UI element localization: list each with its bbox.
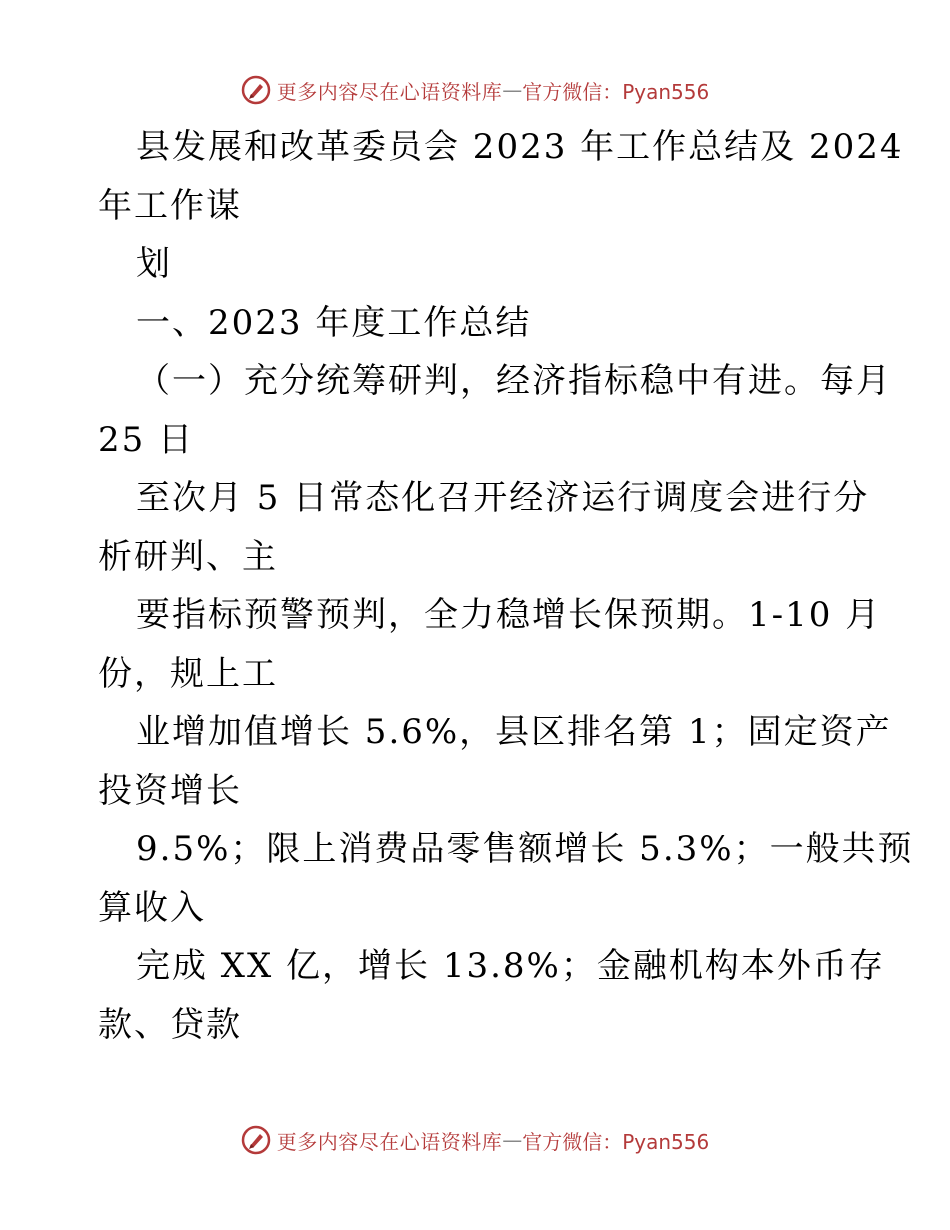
paragraph-line: （一）充分统筹研判，经济指标稳中有进。每月 [136, 361, 892, 401]
paragraph-line: 至次月 5 日常态化召开经济运行调度会进行分 [136, 478, 870, 518]
paragraph-line: 完成 XX 亿，增长 13.8%；金融机构本外币存 [136, 946, 885, 986]
title-line-2: 年工作谋 [98, 185, 242, 226]
title-line-3: 划 [136, 244, 172, 284]
watermark-text: 更多内容尽在心语资料库 [276, 79, 503, 104]
paragraph-line: 份，规上工 [98, 653, 278, 694]
paragraph-line: 9.5%；限上消费品零售额增长 5.3%；一般共预 [136, 829, 914, 869]
pen-logo-icon [241, 1125, 271, 1155]
pen-logo-icon [241, 75, 271, 105]
watermark-contact: 官方微信：Pyan556 [522, 79, 710, 104]
title-line-1: 县发展和改革委员会 2023 年工作总结及 2024 [136, 127, 904, 167]
watermark-dash: — [502, 78, 523, 102]
paragraph-line: 投资增长 [98, 770, 242, 811]
paragraph-line: 析研判、主 [98, 536, 278, 577]
header-watermark [0, 70, 950, 110]
paragraph-line: 25 日 [98, 419, 195, 460]
watermark-contact: 官方微信：Pyan556 [522, 1129, 710, 1154]
watermark-dash: — [502, 1128, 523, 1152]
watermark-text: 更多内容尽在心语资料库 [276, 1129, 503, 1154]
paragraph-line: 业增加值增长 5.6%，县区排名第 1；固定资产 [136, 712, 892, 752]
section-heading: 一、2023 年度工作总结 [136, 302, 532, 343]
paragraph-line: 要指标预警预判，全力稳增长保预期。1-10 月 [136, 595, 882, 635]
paragraph-line: 款、贷款 [98, 1004, 242, 1045]
footer-watermark [0, 1120, 950, 1160]
document-body [98, 118, 914, 1054]
paragraph-line: 算收入 [98, 887, 206, 928]
